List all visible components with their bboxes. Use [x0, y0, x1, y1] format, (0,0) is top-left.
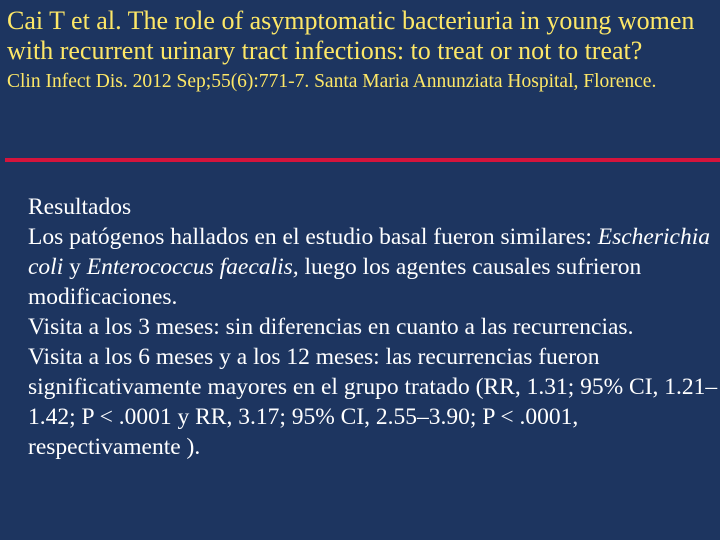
pathogens-text-end: luego los agentes causales sufrieron modificaciones.	[28, 254, 642, 310]
pathogens-text-start: Los patógenos hallados en el estudio basal fueron similares:	[28, 224, 598, 250]
paragraph-6-12-months: Visita a los 6 meses y a los 12 meses: las recurrencias fueron significativamente mayores en el grupo tratado (RR, 1.31; 95% CI, 1.21–1.42; P < .0001 y RR, 3.17; 95% CI, 2.55–3.90; P < .0001, respectivamente ).	[28, 344, 718, 460]
slide-title: Cai T et al. The role of asymptomatic bacteriuria in young women with recurrent urinary tract infections: to treat or not to treat?	[7, 6, 695, 65]
results-heading: Resultados	[28, 194, 132, 220]
slide-body	[28, 192, 718, 462]
paragraph-pathogens	[28, 222, 718, 312]
organism-enterococcus-faecalis: Enterococcus faecalis,	[86, 254, 299, 280]
organism-escherichia-coli: Escherichia coli	[28, 224, 710, 280]
paragraph-3-months: Visita a los 3 meses: sin diferencias en cuanto a las recurrencias.	[28, 314, 634, 340]
header-divider	[5, 158, 720, 162]
slide-header	[7, 6, 713, 94]
citation: Clin Infect Dis. 2012 Sep;55(6):771-7. Santa Maria Annunziata Hospital, Florence.	[7, 71, 657, 92]
pathogens-connector: y	[63, 254, 87, 280]
